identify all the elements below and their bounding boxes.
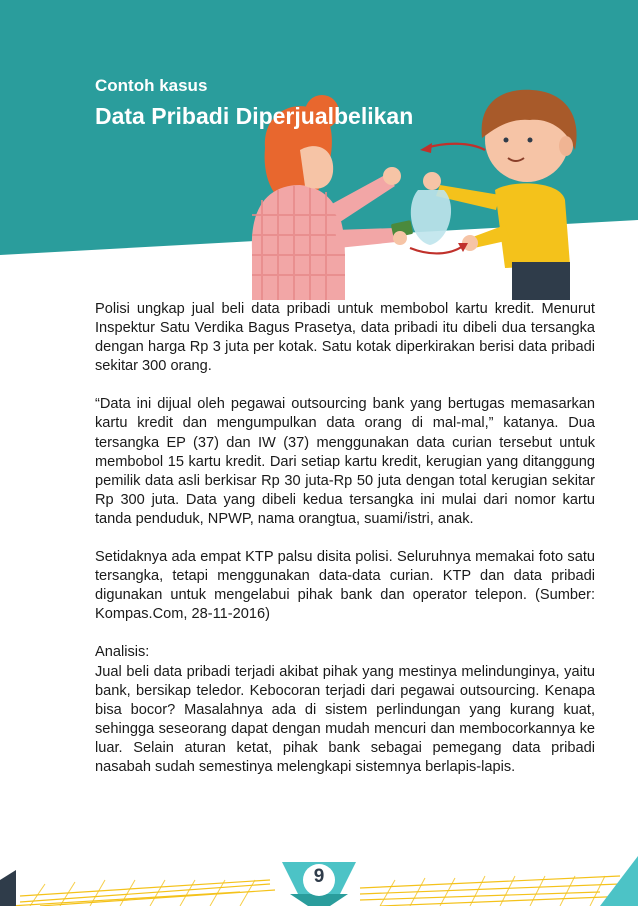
- footer-left-corner: [0, 870, 16, 906]
- section-kicker: Contoh kasus: [95, 76, 208, 95]
- page-title: Data Pribadi Diperjualbelikan: [95, 103, 414, 129]
- analysis-paragraph: Jual beli data pribadi terjadi akibat pihak yang mestinya melindunginya, yaitu bank, bersikap teledor. Kebocoran terjadi dari pegawai outsourcing. Kenapa bisa bocor? Masalahnya ada di sistem perlindungan yang kurang kuat, sehingga seseorang dapat dengan mudah mencuri dan membocorkannya ke luar. Selain aturan ketat, pihak bank sebagai pemegang data pribadi nasabah sudah semestinya melengkapi sistemnya berlapis-lapis.: [95, 663, 595, 775]
- article-body: [95, 300, 595, 777]
- footer-right-triangle: [600, 856, 638, 906]
- page-number: 9: [313, 866, 325, 887]
- header-banner: [0, 0, 638, 300]
- paragraph-3: Setidaknya ada empat KTP palsu disita polisi. Seluruhnya memakai foto satu tersangka, tetapi menggunakan data-data curian. KTP dan data pribadi digunakan untuk mengelabui pihak bank dan operator telepon. (Sumber: Kompas.Com, 28-11-2016): [95, 549, 595, 623]
- paragraph-2: “Data ini dijual oleh pegawai outsourcing bank yang bertugas memasarkan kartu kredit dan mengumpulkan data orang di mal-mal,” katanya. Dua tersangka EP (37) dan IW (37) menggunakan data curian tersebut untuk membobol 15 kartu kredit. Dari setiap kartu kredit, kerugian yang ditanggung pemilik data asli berkisar Rp 30 juta-Rp 50 juta dengan total kerugian sekitar Rp 300 juta. Data yang dibeli kedua tersangka ini mulai dari nomor kartu tanda penduduk, NPWP, nama orangtua, suami/istri, anak.: [95, 396, 595, 527]
- plastic-bag: [411, 190, 451, 245]
- banner-illustration: [0, 0, 638, 300]
- analysis-label: Analisis:: [95, 644, 150, 661]
- paragraph-1: Polisi ungkap jual beli data pribadi untuk membobol kartu kredit. Menurut Inspektur Satu Verdika Bagus Prasetya, data pribadi itu dibeli dua tersangka dengan harga Rp 3 juta per kotak. Satu kotak diperkirakan berisi data pribadi sekitar 300 orang.: [95, 301, 595, 375]
